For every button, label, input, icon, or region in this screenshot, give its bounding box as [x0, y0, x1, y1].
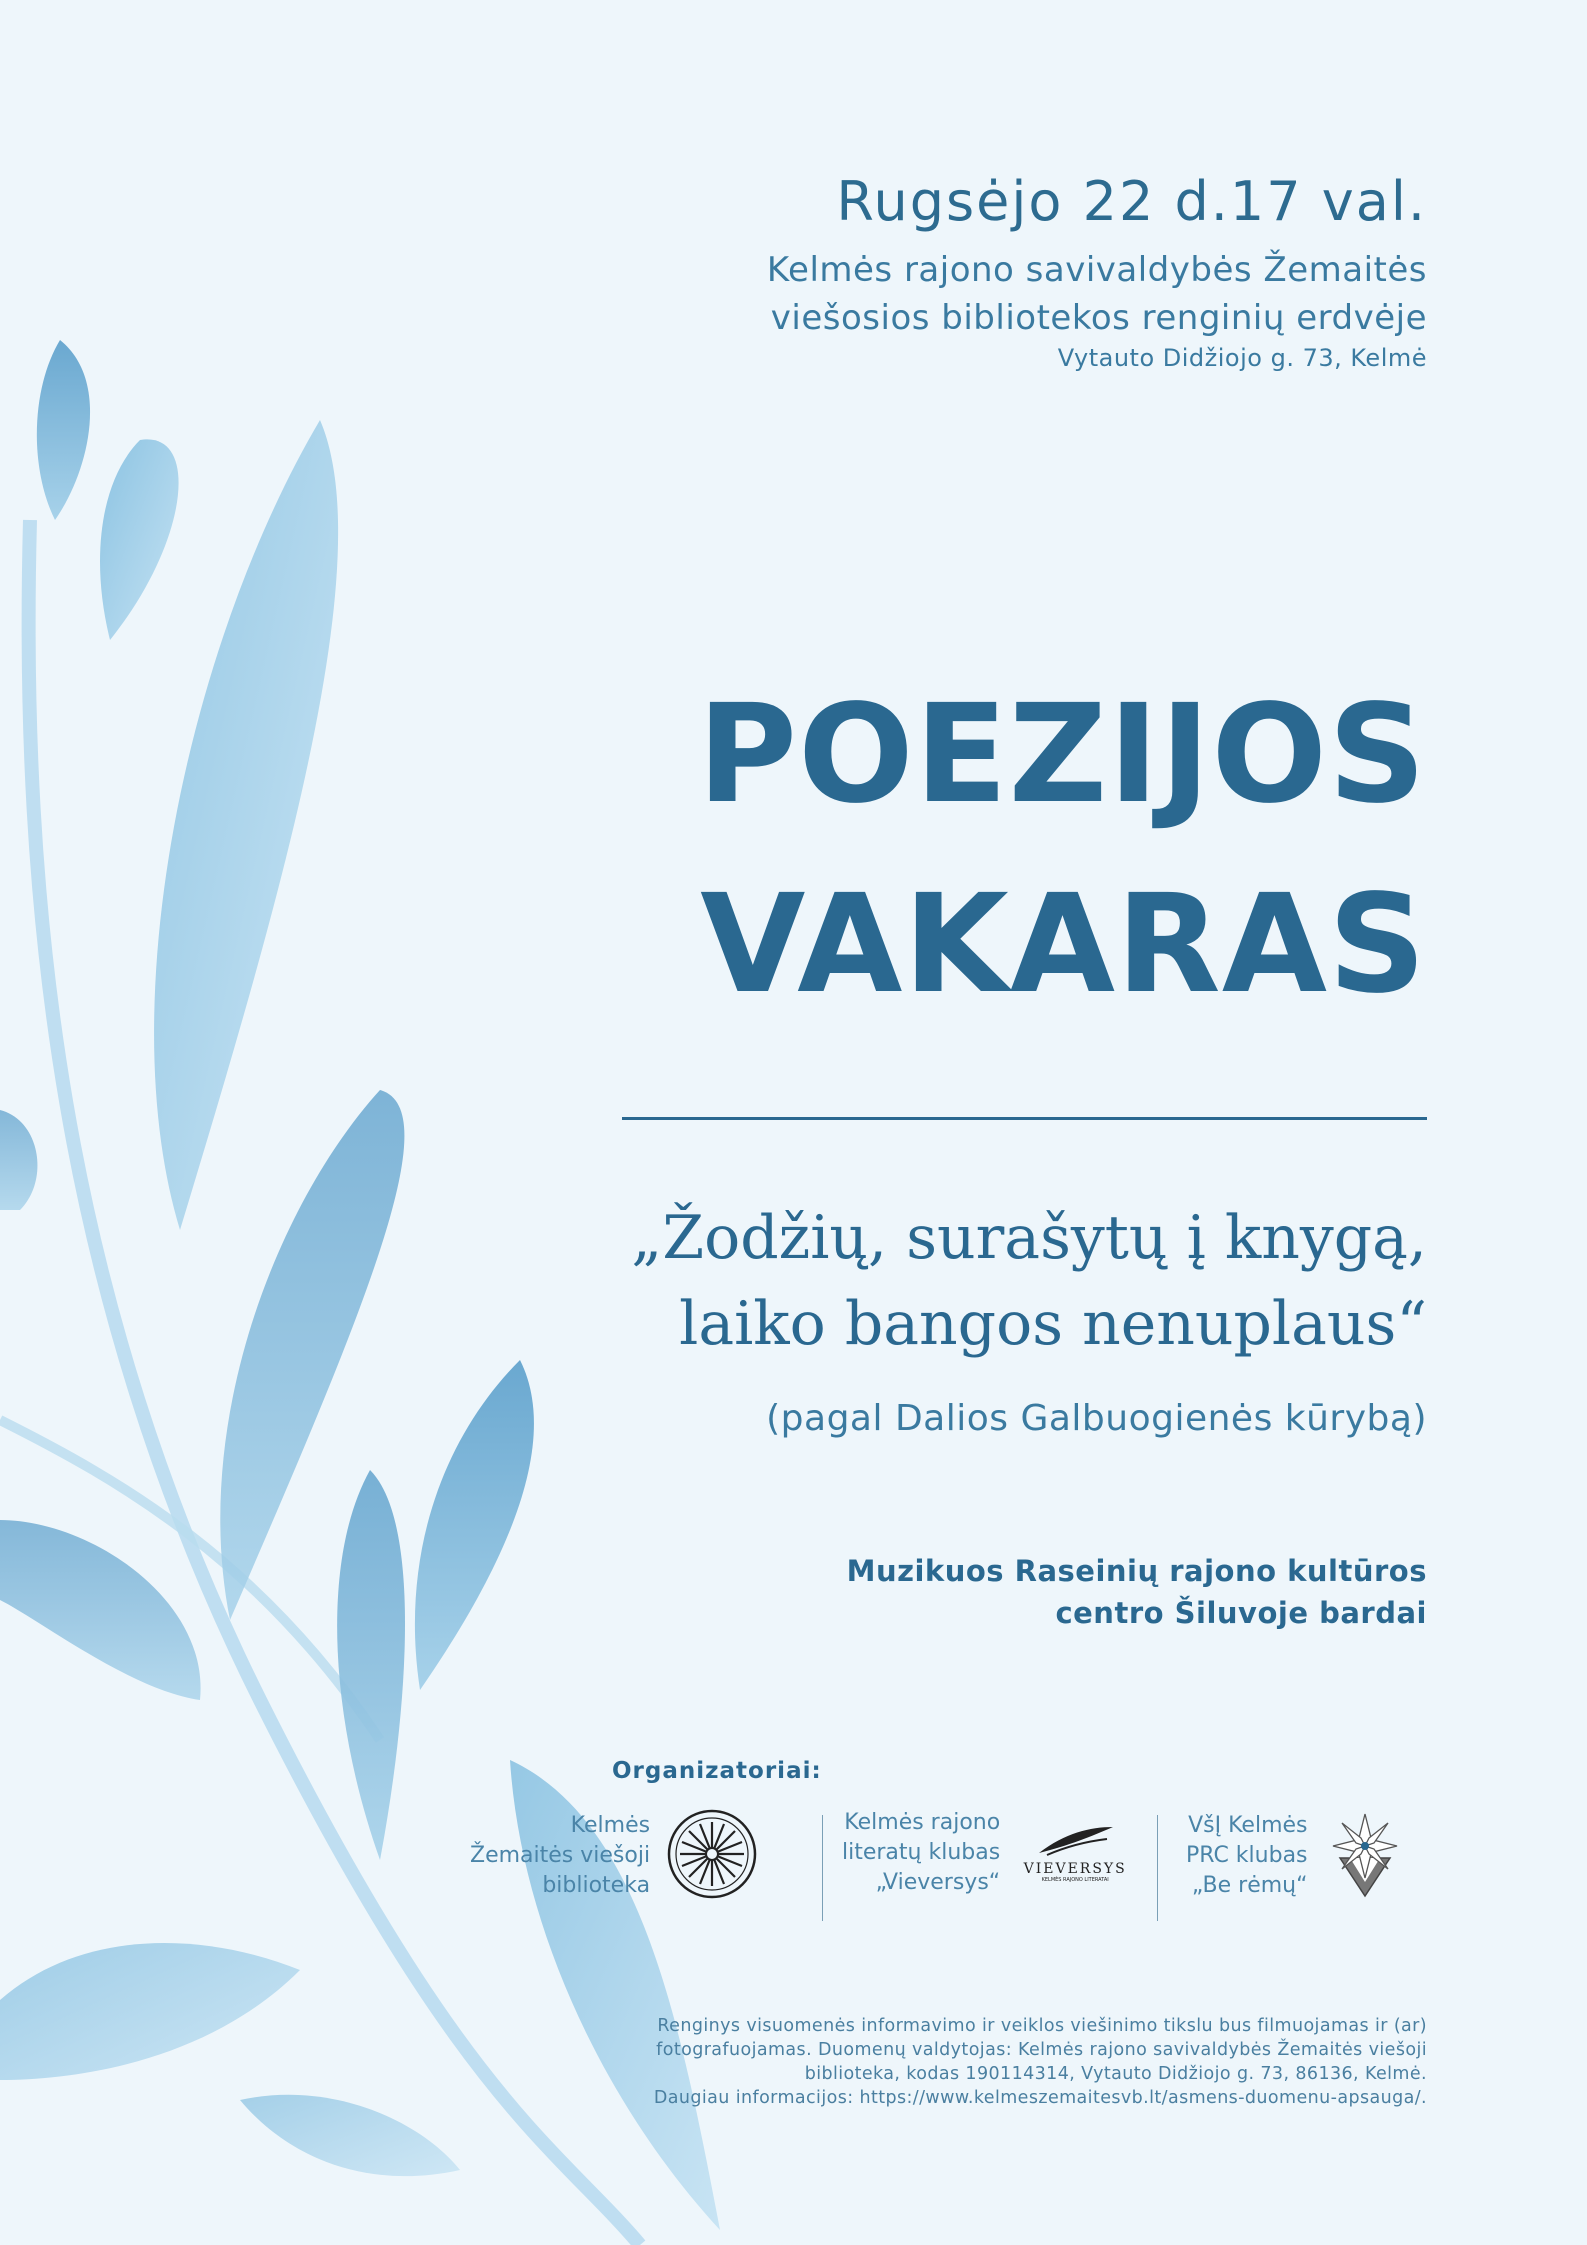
- organizer-name: [470, 1811, 650, 1901]
- organizer-name-line: literatų klubas: [842, 1840, 1001, 1865]
- organizer-name: [842, 1808, 1000, 1898]
- performers-line: Muzikuos Raseinių rajono kultūros: [846, 1554, 1427, 1588]
- organizer-name-line: Kelmės rajono: [844, 1810, 1001, 1835]
- performers-note: [847, 1550, 1427, 1634]
- quote-line: laiko bangos nenuplaus“: [679, 1289, 1427, 1359]
- organizer-name-line: „Be rėmų“: [1191, 1873, 1308, 1898]
- title-line: VAKARAS: [700, 866, 1427, 1024]
- organizer-be-remu: [1186, 1808, 1406, 1904]
- title-divider: [622, 1117, 1427, 1120]
- organizer-name-line: „Vieversys“: [875, 1870, 1001, 1895]
- organizer-separator: [1157, 1815, 1158, 1921]
- vieversys-logo-subtext: KELMĖS RAJONO LITERATAI: [1041, 1877, 1109, 1883]
- library-sun-icon: [666, 1808, 758, 1904]
- venue-line: Kelmės rajono savivaldybės Žemaitės: [766, 250, 1427, 290]
- privacy-notice-line: fotografuojamas. Duomenų valdytojas: Kelmės rajono savivaldybės Žemaitės viešoji: [656, 2040, 1427, 2060]
- performers-line: centro Šiluvoje bardai: [1055, 1596, 1427, 1630]
- privacy-notice-line: Renginys visuomenės informavimo ir veiklos viešinimo tikslu bus filmuojamas ir (ar): [657, 2016, 1427, 2036]
- venue-line: viešosios bibliotekos renginių erdvėje: [770, 298, 1427, 338]
- be-remu-emblem-icon: [1324, 1808, 1406, 1904]
- event-address: Vytauto Didžiojo g. 73, Kelmė: [1057, 344, 1427, 372]
- privacy-notice-line: Daugiau informacijos: https://www.kelmeszemaitesvb.lt/asmens-duomenu-apsauga/.: [653, 2088, 1427, 2108]
- organizer-name-line: Kelmės: [570, 1813, 651, 1838]
- event-quote: [631, 1195, 1427, 1367]
- organizers-heading: Organizatoriai:: [612, 1758, 822, 1784]
- privacy-notice: [654, 2014, 1427, 2110]
- organizer-name-line: VšĮ Kelmės: [1188, 1813, 1308, 1838]
- event-title: [697, 660, 1427, 1040]
- bird-wings-icon: [1035, 1823, 1115, 1857]
- privacy-notice-line: biblioteka, kodas 190114314, Vytauto Didžiojo g. 73, 86136, Kelmė.: [804, 2064, 1427, 2084]
- organizer-name: [1186, 1811, 1308, 1901]
- organizer-library: [470, 1808, 758, 1904]
- vieversys-logo-text: VIEVERSYS: [1023, 1861, 1127, 1877]
- title-line: POEZIJOS: [697, 676, 1427, 834]
- event-venue: [767, 246, 1427, 342]
- vieversys-bird-logo: [1016, 1823, 1134, 1883]
- organizer-separator: [822, 1815, 823, 1921]
- quote-line: „Žodžių, surašytų į knygą,: [631, 1203, 1427, 1273]
- event-subtitle: (pagal Dalios Galbuogienės kūrybą): [766, 1398, 1427, 1439]
- event-date-time: Rugsėjo 22 d.17 val.: [836, 170, 1427, 233]
- organizer-name-line: PRC klubas: [1186, 1843, 1308, 1868]
- organizer-vieversys: [842, 1808, 1134, 1898]
- organizer-name-line: biblioteka: [542, 1873, 651, 1898]
- organizer-name-line: Žemaitės viešoji: [470, 1843, 651, 1868]
